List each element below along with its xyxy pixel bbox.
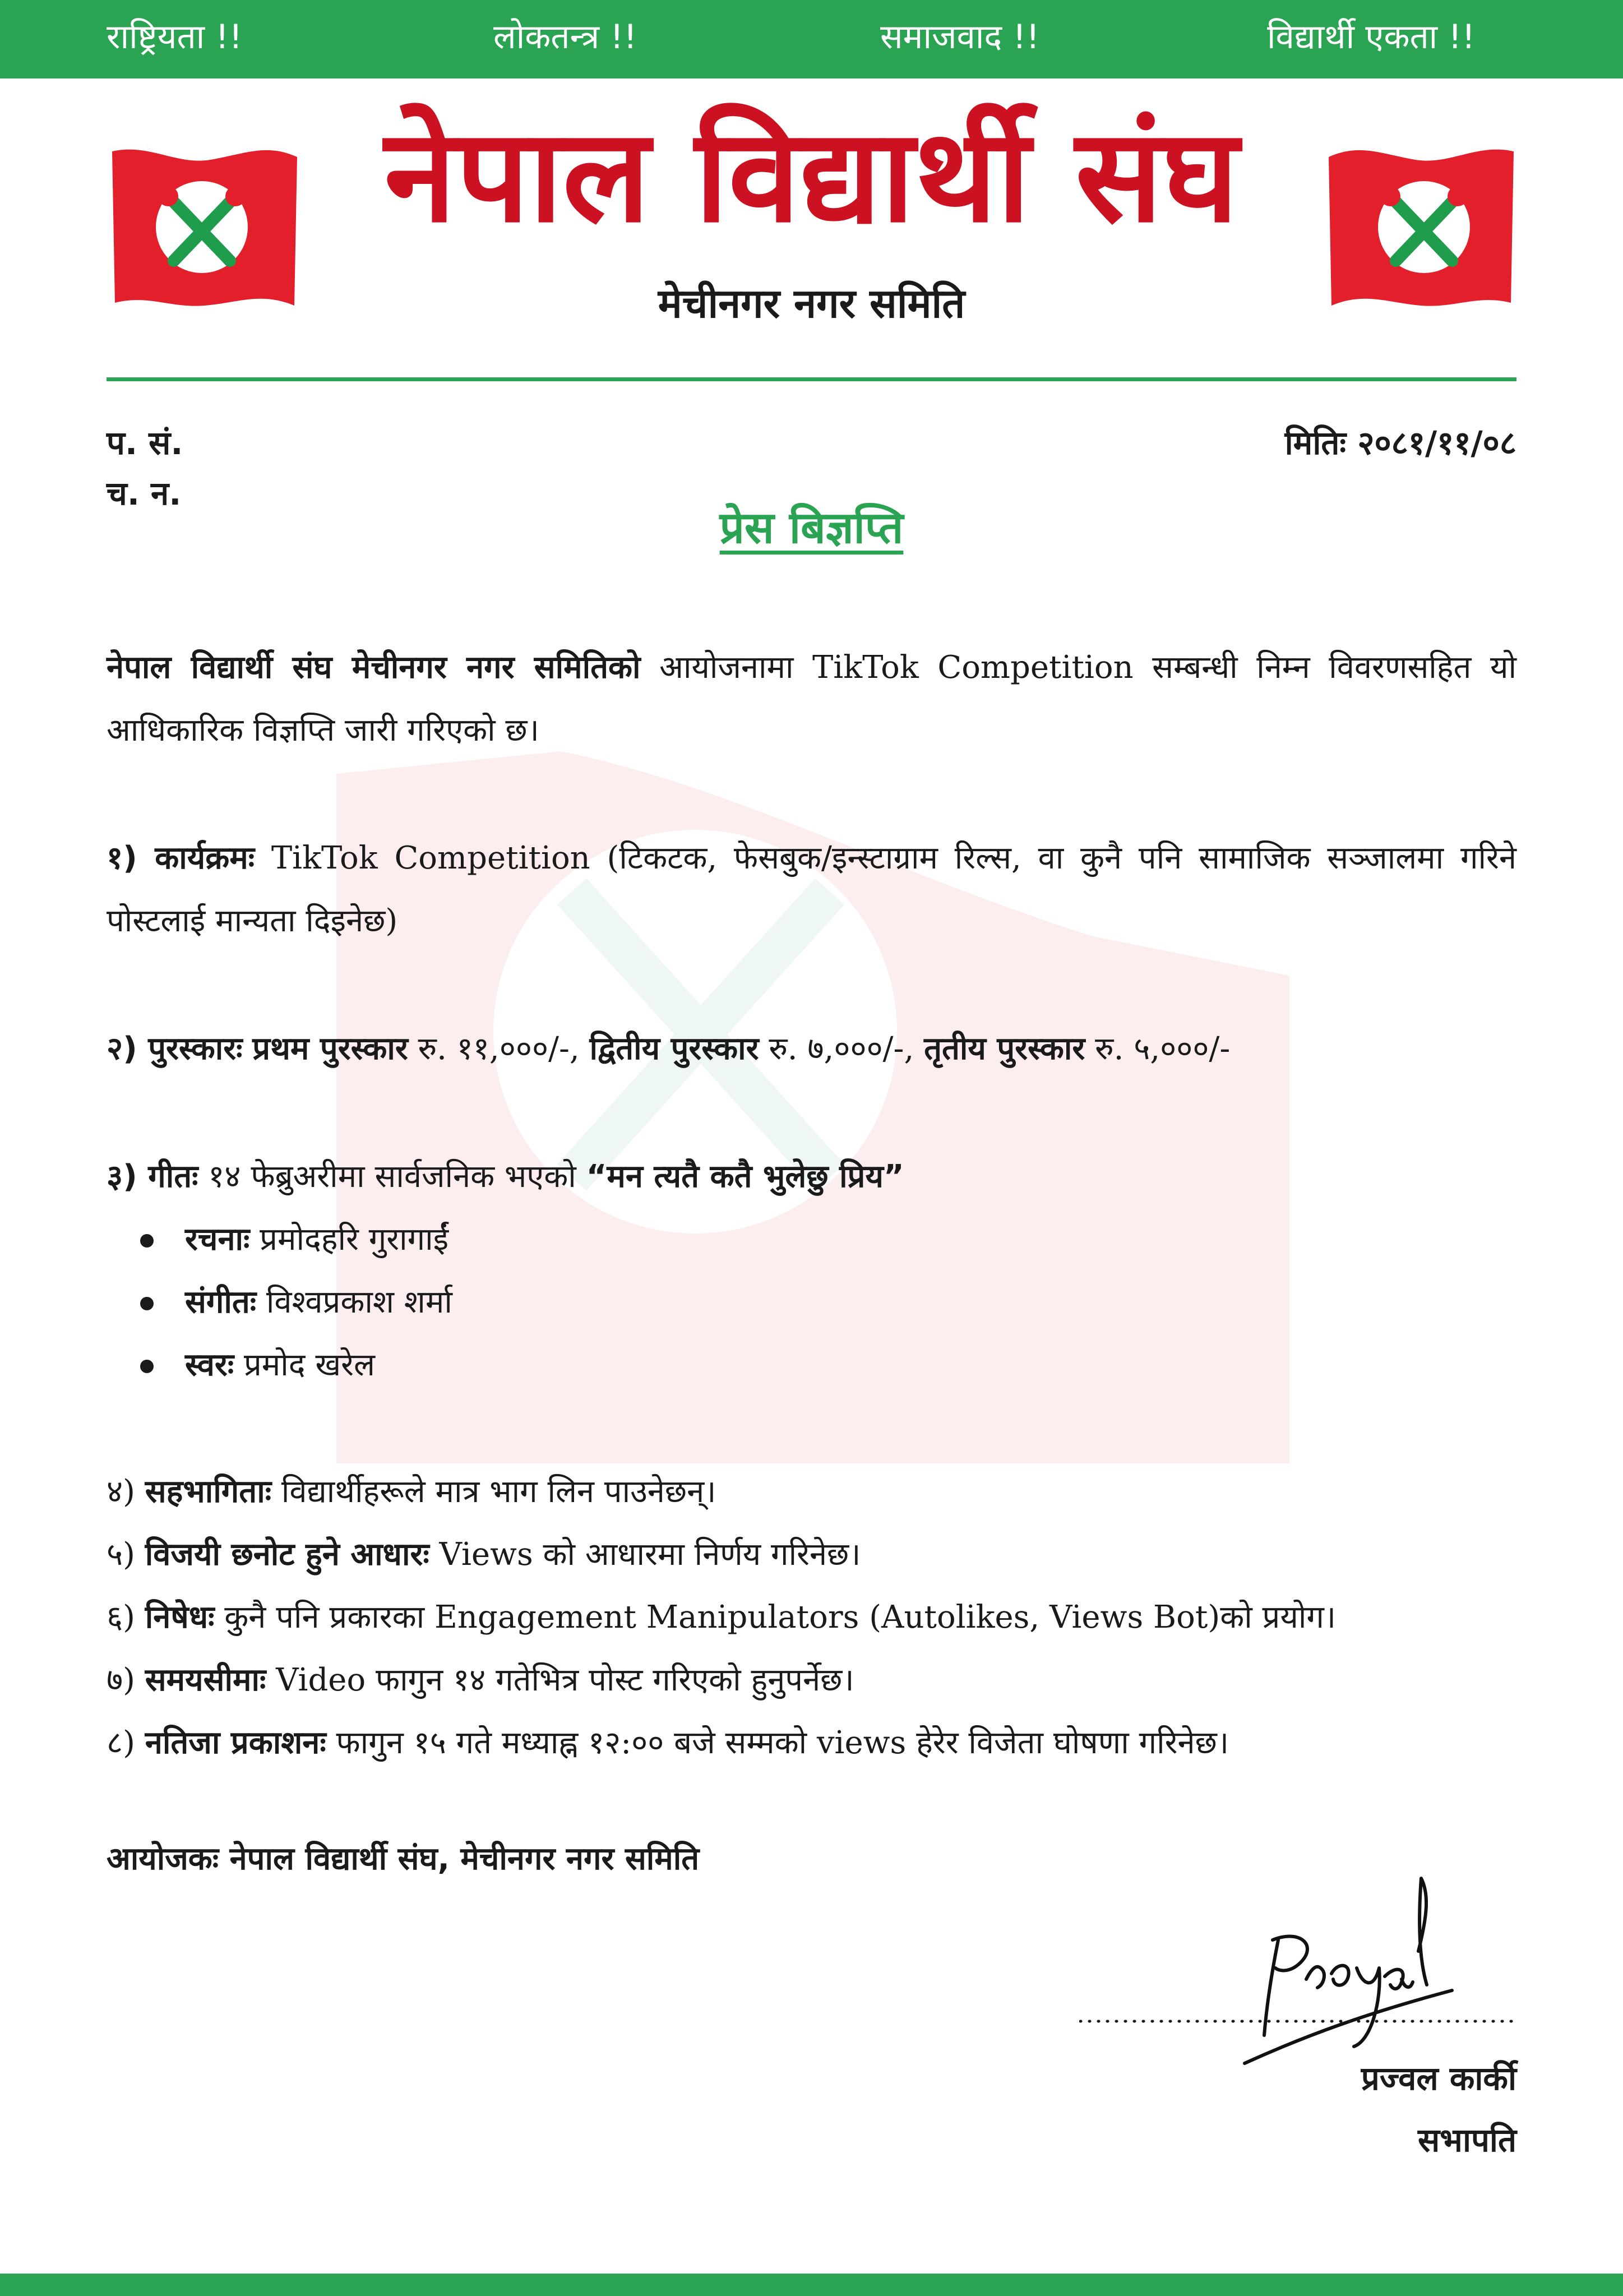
- reference-number-label: प. सं.: [107, 424, 183, 462]
- second-prize-label: द्वितीय पुरस्कार: [589, 1031, 759, 1067]
- first-prize-value: रु. ११,०००/-,: [408, 1031, 590, 1067]
- bullet-icon: [140, 1297, 154, 1310]
- song-title: “मन त्यतै कतै भुलेछु प्रिय”: [586, 1158, 904, 1195]
- credit-label: रचनाः: [185, 1221, 250, 1258]
- participation-text: विद्यार्थीहरूले मात्र भाग लिन पाउनेछन्।: [271, 1473, 716, 1510]
- date-label: मितिः २०८१/११/०८: [1284, 424, 1516, 462]
- credit-value: प्रमोदहरि गुरागाईं: [249, 1221, 449, 1258]
- deadline-label: समयसीमाः: [145, 1662, 266, 1698]
- program-label: १) कार्यक्रमः: [107, 840, 255, 876]
- item-prize: [107, 1018, 1516, 1080]
- item-result: [107, 1712, 1516, 1775]
- slogan-nationalism: राष्ट्रियता !!: [107, 17, 243, 57]
- signer-position: सभापति: [1417, 2121, 1516, 2159]
- third-prize-value: रु. ५,०००/-: [1085, 1031, 1231, 1067]
- credit-label: संगीतः: [185, 1284, 257, 1320]
- deadline-text: Video फागुन १४ गतेभित्र पोस्ट गरिएको हुनुपर्नेछ।: [266, 1662, 854, 1698]
- handwritten-signature: [1233, 1873, 1486, 2075]
- prize-label: २) पुरस्कारः: [107, 1031, 243, 1067]
- item-deadline: [107, 1649, 1516, 1712]
- list-item: [107, 1208, 1452, 1271]
- prohibition-label: निषेधः: [145, 1599, 215, 1636]
- item-participation: [107, 1461, 1516, 1523]
- item-number: ८): [107, 1725, 135, 1761]
- organizer-text: आयोजकः नेपाल विद्यार्थी संघ, मेचीनगर नगर समिति: [107, 1841, 700, 1877]
- credit-value: प्रमोद खरेल: [234, 1347, 376, 1383]
- item-prohibition: [107, 1586, 1516, 1649]
- header-divider: [107, 377, 1516, 381]
- item-number: ७): [107, 1662, 135, 1698]
- song-credits-list: [107, 1208, 1452, 1397]
- song-label: ३) गीतः: [107, 1158, 198, 1195]
- intro-text: आयोजनामा TikTok Competition सम्बन्धी निम्न विवरणसहित यो आधिकारिक विज्ञप्ति जारी गरिएको छ।: [107, 649, 1516, 749]
- slogan-student-unity: विद्यार्थी एकता !!: [1267, 17, 1476, 57]
- top-banner: [0, 0, 1623, 78]
- song-text: १४ फेब्रुअरीमा सार्वजनिक भएको: [198, 1158, 586, 1195]
- winner-basis-text: Views को आधारमा निर्णय गरिनेछ।: [429, 1536, 861, 1573]
- first-prize-label: प्रथम पुरस्कार: [252, 1031, 408, 1067]
- signer-name: प्रज्वल कार्की: [1361, 2059, 1516, 2098]
- participation-label: सहभागिताः: [145, 1473, 272, 1510]
- organization-name: नेपाल विद्यार्थी संघ: [384, 101, 1239, 251]
- bullet-icon: [140, 1360, 154, 1373]
- item-program: [107, 827, 1516, 953]
- list-item: [107, 1271, 1452, 1334]
- item-number: ६): [107, 1599, 135, 1636]
- item-number: ४): [107, 1473, 135, 1510]
- third-prize-label: तृतीय पुरस्कार: [924, 1031, 1085, 1067]
- slogan-socialism: समाजवाद !!: [880, 17, 1040, 57]
- slogan-democracy: लोकतन्त्र !!: [493, 17, 637, 57]
- bottom-banner: [0, 2274, 1623, 2296]
- winner-basis-label: विजयी छनोट हुने आधारः: [145, 1536, 429, 1573]
- credit-value: विश्वप्रकाश शर्मा: [256, 1284, 452, 1320]
- bullet-icon: [140, 1234, 154, 1248]
- prohibition-text: कुनै पनि प्रकारका Engagement Manipulators (Autolikes, Views Bot)को प्रयोग।: [214, 1599, 1337, 1636]
- document-title: प्रेस बिज्ञप्ति: [719, 503, 904, 553]
- second-prize-value: रु. ७,०००/-,: [759, 1031, 924, 1067]
- dispatch-number-label: च. न.: [107, 474, 182, 512]
- rules-list: [107, 1461, 1516, 1775]
- signature-dotted-line: [1079, 2018, 1516, 2024]
- result-label: नतिजा प्रकाशनः: [145, 1725, 326, 1761]
- credit-label: स्वरः: [185, 1347, 234, 1383]
- item-winner-basis: [107, 1523, 1516, 1586]
- item-song: [107, 1145, 1516, 1208]
- intro-org-name: नेपाल विद्यार्थी संघ मेचीनगर नगर समितिको: [107, 649, 641, 686]
- result-text: फागुन १५ गते मध्याह्न १२:०० बजे सम्मको views हेरेर विजेता घोषणा गरिनेछ।: [326, 1725, 1229, 1761]
- program-text: TikTok Competition (टिकटक, फेसबुक/इन्स्टाग्राम रिल्स, वा कुनै पनि सामाजिक सञ्जालमा गरिने पोस्टलाई मान्यता दिइनेछ): [107, 840, 1516, 939]
- item-number: ५): [107, 1536, 135, 1573]
- list-item: [107, 1334, 1452, 1397]
- organization-committee: मेचीनगर नगर समिति: [658, 280, 965, 327]
- intro-paragraph: [107, 636, 1516, 762]
